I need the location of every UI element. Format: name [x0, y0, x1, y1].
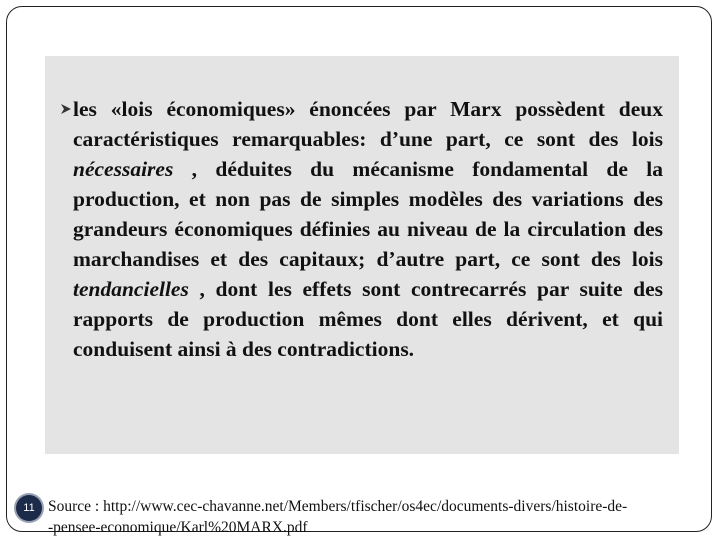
- italic-term-necessaires: nécessaires: [73, 157, 174, 181]
- bullet-icon: [59, 102, 73, 116]
- body-paragraph: [73, 94, 663, 364]
- source-line-2: -pensee-economique/Karl%20MARX.pdf: [48, 519, 308, 536]
- source-line-1: Source : http://www.cec-chavanne.net/Members/tfischer/os4ec/documents-divers/histoire-de-: [48, 498, 628, 515]
- content-box: [45, 56, 679, 454]
- body-text-part-2: , déduites du mécanisme fondamental de la production, et non pas de simples modèles des variations des grandeurs économiques définies au niveau de la circulation des marchandises et des capitaux; d’autre part, ce sont des lois: [73, 157, 663, 271]
- source-note: [48, 496, 716, 538]
- italic-term-tendancielles: tendancielles: [73, 277, 189, 301]
- page-number-badge: 11: [16, 495, 42, 521]
- body-text-part-1: les «lois économiques» énoncées par Marx possèdent deux caractéristiques remarquables: d’une part, ce sont des lois: [73, 97, 663, 151]
- body-text-part-3: , dont les effets sont contrecarrés par suite des rapports de production mêmes dont elles dérivent, et qui conduisent ainsi à des contradictions.: [73, 277, 663, 361]
